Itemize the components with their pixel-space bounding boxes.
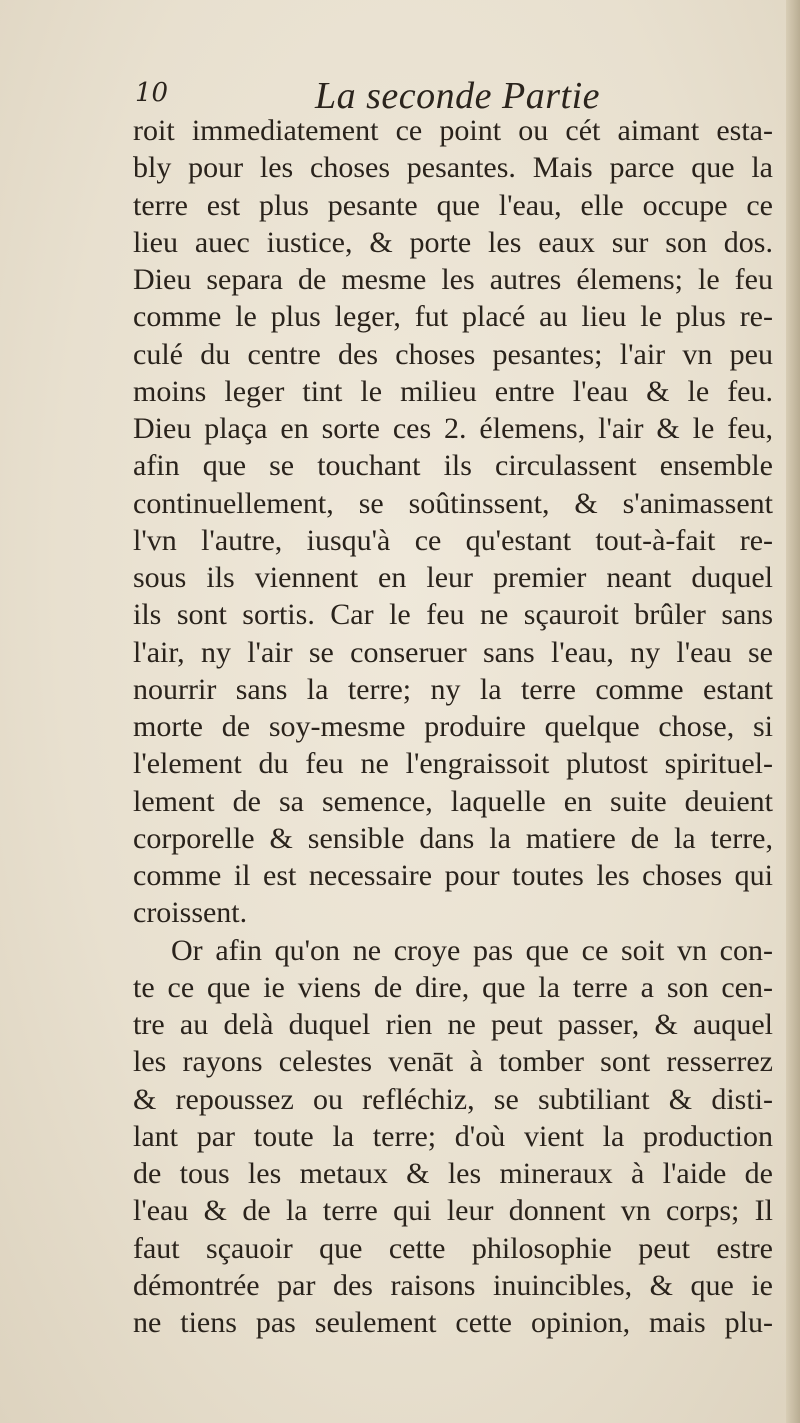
text-line: ne tiens pas seulement cette opinion, mais plu- [133, 1306, 773, 1339]
text-line: ils sont sortis. Car le feu ne sçauroit brûler sans [133, 598, 773, 632]
text-line: terre est plus pesante que l'eau, elle occupe ce [133, 188, 773, 222]
text-line: Dieu plaça en sorte ces 2. élemens, l'air & le feu, [133, 412, 773, 445]
text-line: comme il est necessaire pour toutes les choses qui [133, 859, 773, 892]
text-line: l'eau & de la terre qui leur donnent vn corps; Il [133, 1194, 773, 1228]
text-line: tre au delà duquel rien ne peut passer, & auquel [133, 1008, 773, 1041]
page-gutter-shadow [786, 0, 800, 1423]
text-line: te ce que ie viens de dire, que la terre a son cen- [133, 970, 773, 1004]
page-number: 10 [135, 78, 169, 108]
text-line: lement de sa semence, laquelle en suite deuient [133, 784, 773, 818]
text-line: continuellement, se soûtinssent, & s'animassent [133, 486, 773, 520]
text-line: moins leger tint le milieu entre l'eau & le feu. [133, 374, 773, 408]
text-line: culé du centre des choses pesantes; l'air vn peu [133, 337, 773, 371]
body-text [133, 112, 773, 1341]
text-line: l'air, ny l'air se conseruer sans l'eau, ny l'eau se [133, 635, 773, 669]
text-line: démontrée par des raisons inuincibles, & que ie [133, 1268, 773, 1302]
text-line: de tous les metaux & les mineraux à l'aide de [133, 1157, 773, 1190]
text-line: sous ils viennent en leur premier neant duquel [133, 561, 773, 594]
text-line: afin que se touchant ils circulassent ensemble [133, 449, 773, 483]
text-line: Dieu separa de mesme les autres élemens; le feu [133, 263, 773, 296]
text-line: Or afin qu'on ne croye pas que ce soit vn con- [171, 933, 773, 967]
text-line: l'vn l'autre, iusqu'à ce qu'estant tout-à-fait re- [133, 523, 773, 557]
text-line: comme le plus leger, fut placé au lieu le plus re- [133, 300, 773, 334]
text-line: morte de soy-mesme produire quelque chose, si [133, 710, 773, 743]
text-line: nourrir sans la terre; ny la terre comme estant [133, 672, 773, 706]
text-line: corporelle & sensible dans la matiere de la terre, [133, 821, 773, 855]
text-line: les rayons celestes venāt à tomber sont resserrez [133, 1045, 773, 1079]
text-line: bly pour les choses pesantes. Mais parce que la [133, 151, 773, 185]
text-line: l'element du feu ne l'engraissoit plutost spirituel- [133, 747, 773, 781]
text-line: croissent. [133, 896, 248, 930]
text-line: & repoussez ou refléchiz, se subtiliant & disti- [133, 1082, 773, 1116]
text-line: lant par toute la terre; d'où vient la production [133, 1119, 773, 1153]
text-line: lieu auec iustice, & porte les eaux sur son dos. [133, 225, 773, 259]
text-line: roit immediatement ce point ou cét aimant esta- [133, 114, 773, 147]
text-line: faut sçauoir que cette philosophie peut estre [133, 1231, 773, 1265]
running-head: La seconde Partie [315, 75, 601, 117]
